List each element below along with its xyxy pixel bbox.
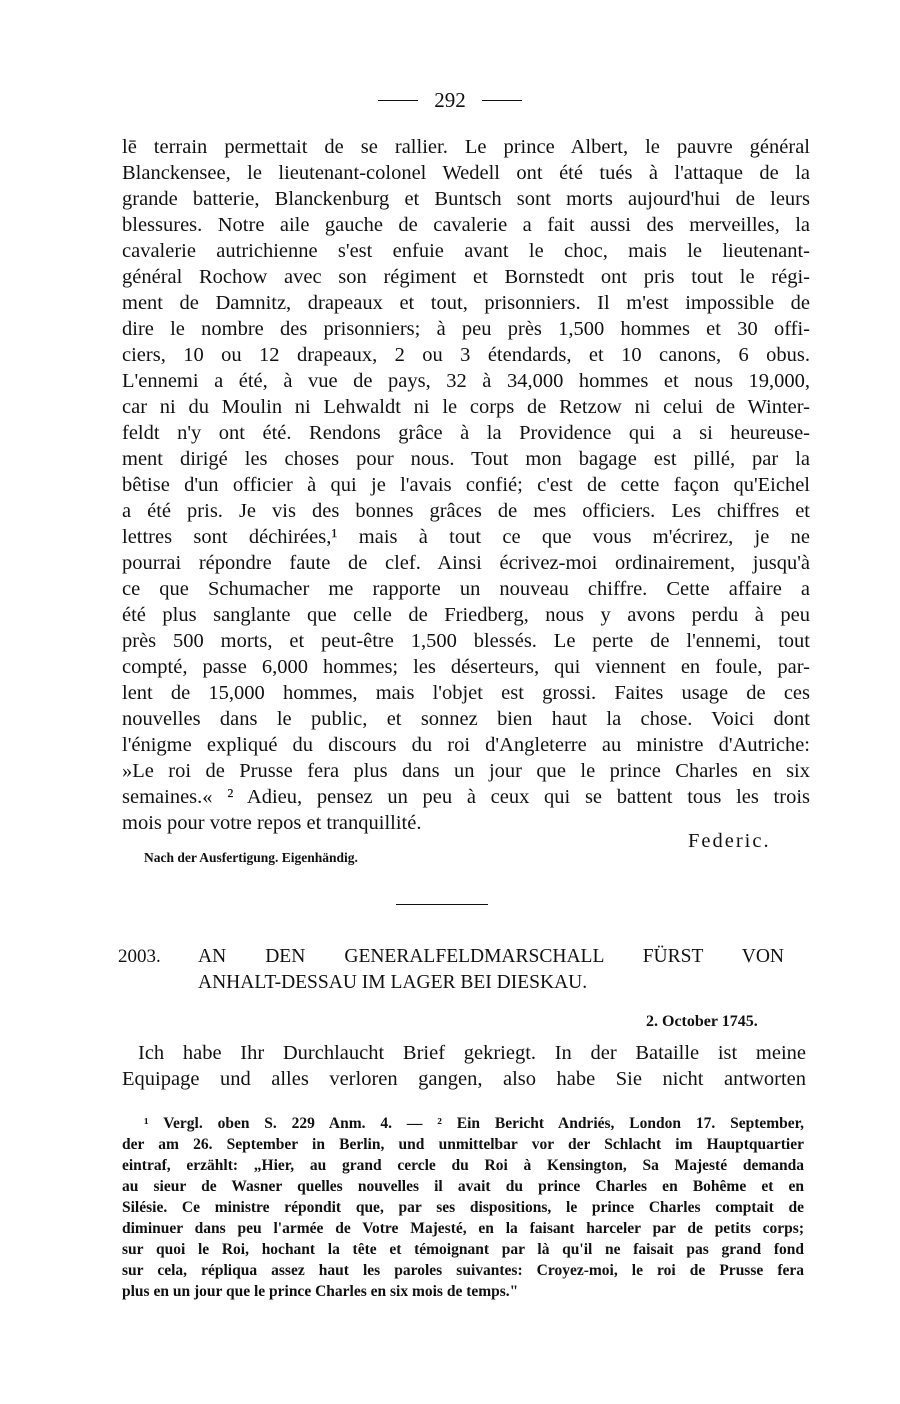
letter-line: Equipage und alles verloren gangen, also habe Sie nicht antworten [122, 1068, 806, 1090]
body-line: bêtise d'un officier à qui je l'avais confié; c'est de cette façon qu'Eichel [122, 474, 810, 496]
body-line: ment de Damnitz, drapeaux et tout, prisonniers. Il m'est impossible de [122, 292, 810, 314]
body-line: ment dirigé les choses pour nous. Tout mon bagage est pillé, par la [122, 448, 810, 470]
heading-line: AN DEN GENERALFELDMARSCHALL FÜRST VON [198, 946, 784, 967]
body-line: ciers, 10 ou 12 drapeaux, 2 ou 3 étendards, et 10 canons, 6 obus. [122, 344, 810, 366]
letter-number: 2003. [118, 946, 161, 967]
header-rule-right [482, 100, 522, 101]
body-line: car ni du Moulin ni Lehwaldt ni le corps de Retzow ni celui de Winter- [122, 396, 810, 418]
body-line: blessures. Notre aile gauche de cavalerie a fait aussi des merveilles, la [122, 214, 810, 236]
body-line: feldt n'y ont été. Rendons grâce à la Providence qui a si heureuse- [122, 422, 810, 444]
footnote-line: au sieur de Wasner quelles nouvelles il avait du prince Charles en Bohême et en [122, 1178, 804, 1195]
body-line: »Le roi de Prusse fera plus dans un jour que le prince Charles en six [122, 760, 810, 782]
body-line: nouvelles dans le public, et sonnez bien haut la chose. Voici dont [122, 708, 810, 730]
body-line: général Rochow avec son régiment et Bornstedt ont pris tout le régi- [122, 266, 810, 288]
body-line: été plus sanglante que celle de Friedberg, nous y avons perdu à peu [122, 604, 810, 626]
body-line: lent de 15,000 hommes, mais l'objet est grossi. Faites usage de ces [122, 682, 810, 704]
footnote-line: der am 26. September in Berlin, und unmittelbar vor der Schlacht im Hauptquartier [122, 1136, 804, 1153]
body-line: près 500 morts, et peut-être 1,500 blessés. Le perte de l'ennemi, tout [122, 630, 810, 652]
body-line: dire le nombre des prisonniers; à peu près 1,500 hommes et 30 offi- [122, 318, 810, 340]
footnote-line: sur cela, répliqua assez haut les paroles suivantes: Croyez-moi, le roi de Prusse fera [122, 1262, 804, 1279]
footnote-line: ¹ Vergl. oben S. 229 Anm. 4. — ² Ein Bericht Andriés, London 17. September, [144, 1115, 804, 1132]
source-note: Nach der Ausfertigung. Eigenhändig. [144, 850, 358, 865]
body-line: l'énigme expliqué du discours du roi d'Angleterre au ministre d'Autriche: [122, 734, 810, 756]
footnote-line: plus en un jour que le prince Charles en six mois de temps." [122, 1283, 519, 1300]
body-line: L'ennemi a été, à vue de pays, 32 à 34,000 hommes et nous 19,000, [122, 370, 810, 392]
body-line: lē terrain permettait de se rallier. Le prince Albert, le pauvre général [122, 136, 810, 158]
page-header [0, 88, 900, 113]
footnote-line: eintraf, erzählt: „Hier, au grand cercle du Roi à Kensington, Sa Majesté demanda [122, 1157, 804, 1174]
body-line: cavalerie autrichienne s'est enfuie avant le choc, mais le lieutenant- [122, 240, 810, 262]
body-line: mois pour votre repos et tranquillité. [122, 812, 422, 834]
letter-line: Ich habe Ihr Durchlaucht Brief gekriegt. In der Bataille ist meine [138, 1042, 806, 1064]
body-line: Blanckensee, le lieutenant-colonel Wedell ont été tués à l'attaque de la [122, 162, 810, 184]
signature: Federic. [688, 830, 771, 852]
body-line: compté, passe 6,000 hommes; les déserteurs, qui viennent en foule, par- [122, 656, 810, 678]
body-line: a été pris. Je vis des bonnes grâces de mes officiers. Les chiffres et [122, 500, 810, 522]
footnote-line: diminuer dans peu l'armée de Votre Majesté, en la faisant harceler par de petits corps; [122, 1220, 804, 1237]
header-rule-left [378, 100, 418, 101]
footnote-line: Silésie. Ce ministre répondit que, par ses dispositions, le prince Charles comptait de [122, 1199, 804, 1216]
section-divider [396, 904, 488, 905]
letter-date: 2. October 1745. [646, 1013, 758, 1030]
body-line: pourrai répondre faute de clef. Ainsi écrivez-moi ordinairement, jusqu'à [122, 552, 810, 574]
body-line: ce que Schumacher me rapporte un nouveau chiffre. Cette affaire a [122, 578, 810, 600]
body-line: semaines.« ² Adieu, pensez un peu à ceux qui se battent tous les trois [122, 786, 810, 808]
page-number: 292 [434, 88, 466, 112]
footnote-line: sur quoi le Roi, hochant la tête et témoignant par là qu'il ne faisait pas grand fond [122, 1241, 804, 1258]
heading-line: ANHALT-DESSAU IM LAGER BEI DIESKAU. [198, 972, 588, 993]
body-line: lettres sont déchirées,¹ mais à tout ce que vous m'écrirez, je ne [122, 526, 810, 548]
body-line: grande batterie, Blanckenburg et Buntsch sont morts aujourd'hui de leurs [122, 188, 810, 210]
